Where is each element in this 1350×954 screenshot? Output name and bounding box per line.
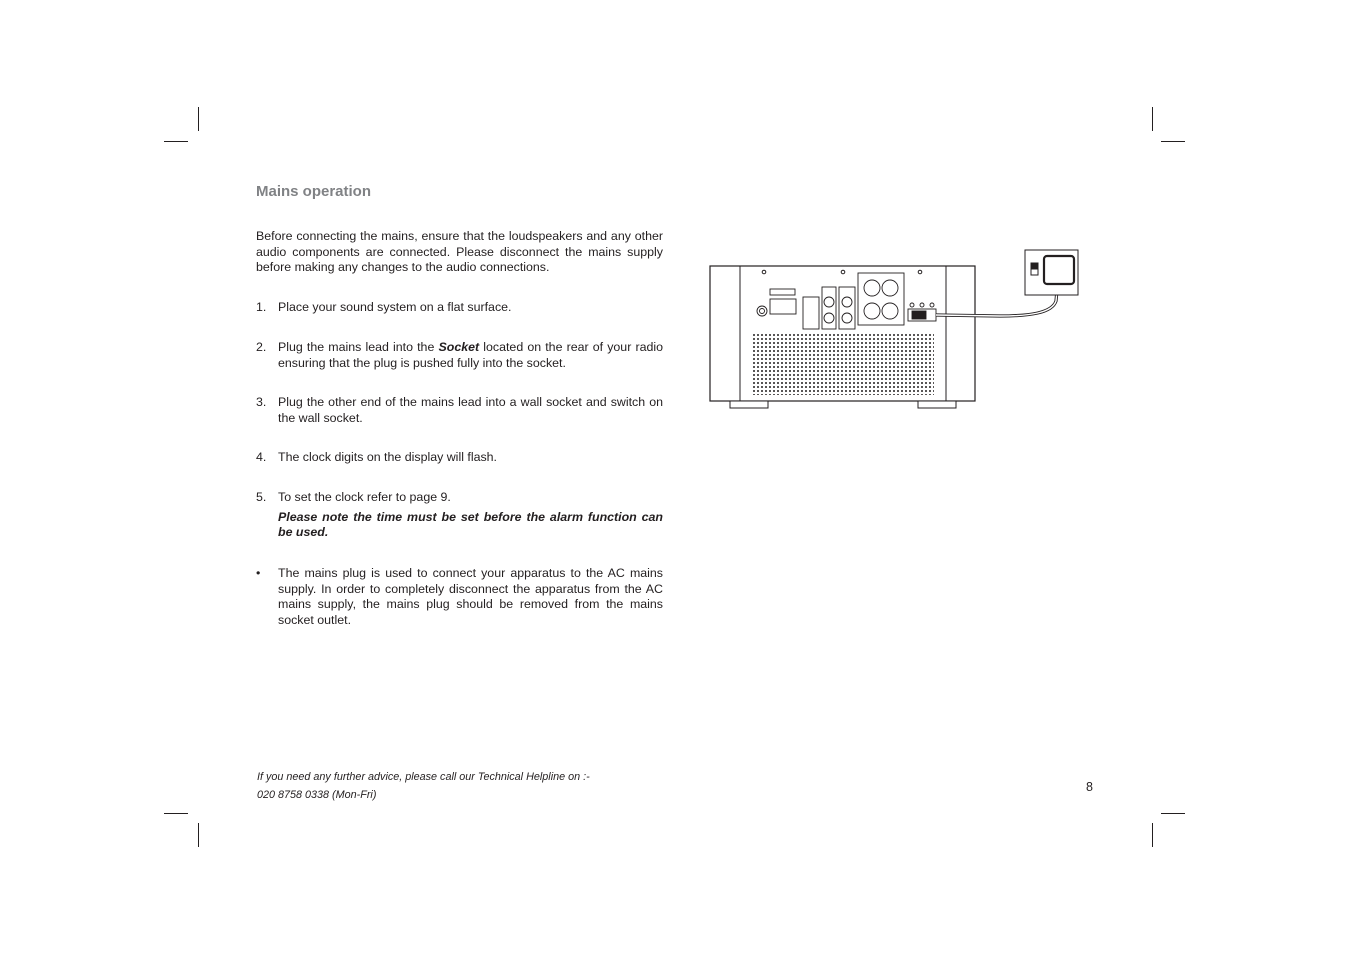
step-number: 5. [256,490,267,504]
wall-socket [1025,250,1078,295]
list-item [256,450,663,466]
crop-mark [1152,107,1153,131]
speaker-grill [752,333,934,395]
bullet-text: The mains plug is used to connect your apparatus to the AC mains supply. In order to completely disconnect the apparatus from the AC mains supply, the mains plug should be removed from the mains socket outlet. [278,566,663,627]
step-number: 3. [256,395,267,409]
step-text: To set the clock refer to page 9. [278,490,451,504]
list-item [256,340,663,371]
crop-mark [164,141,188,142]
helpline-footer [257,768,590,804]
crop-mark [1152,823,1153,847]
list-item [256,566,663,628]
step-text: The clock digits on the display will flash. [278,450,498,464]
step-text-start: Plug the mains lead into the [278,340,439,354]
crop-mark [1161,141,1185,142]
crop-mark [164,813,188,814]
crop-mark [198,823,199,847]
list-item [256,490,663,541]
list-item [256,395,663,426]
step-text: Place your sound system on a flat surface. [278,300,512,314]
intro-paragraph: Before connecting the mains, ensure that the loudspeakers and any other audio components are connected. Please disconnect the mains supply before making any changes to the audio connections. [256,229,663,275]
section-heading: Mains operation [256,183,372,200]
helpline-number: 020 8758 0338 (Mon-Fri) [257,789,377,801]
step-text: Plug the other end of the mains lead into a wall socket and switch on the wall socket. [278,395,663,425]
list-item [256,300,663,316]
crop-mark [198,107,199,131]
step-number: 4. [256,450,267,464]
socket-emphasis: Socket [438,340,480,354]
step-text [278,340,663,371]
page-number: 8 [1086,780,1093,794]
crop-mark [1161,813,1185,814]
rear-panel-illustration [700,245,1090,415]
alarm-note: Please note the time must be set before the alarm function can be used. [278,509,663,540]
step-text-end: located on the rear of your radio ensuring that the plug is pushed fully into the socket. [278,340,664,370]
step-number: 1. [256,300,267,314]
step-number: 2. [256,340,267,354]
helpline-text: If you need any further advice, please call our Technical Helpline on :- [257,771,590,783]
bullet-symbol: • [256,566,261,580]
